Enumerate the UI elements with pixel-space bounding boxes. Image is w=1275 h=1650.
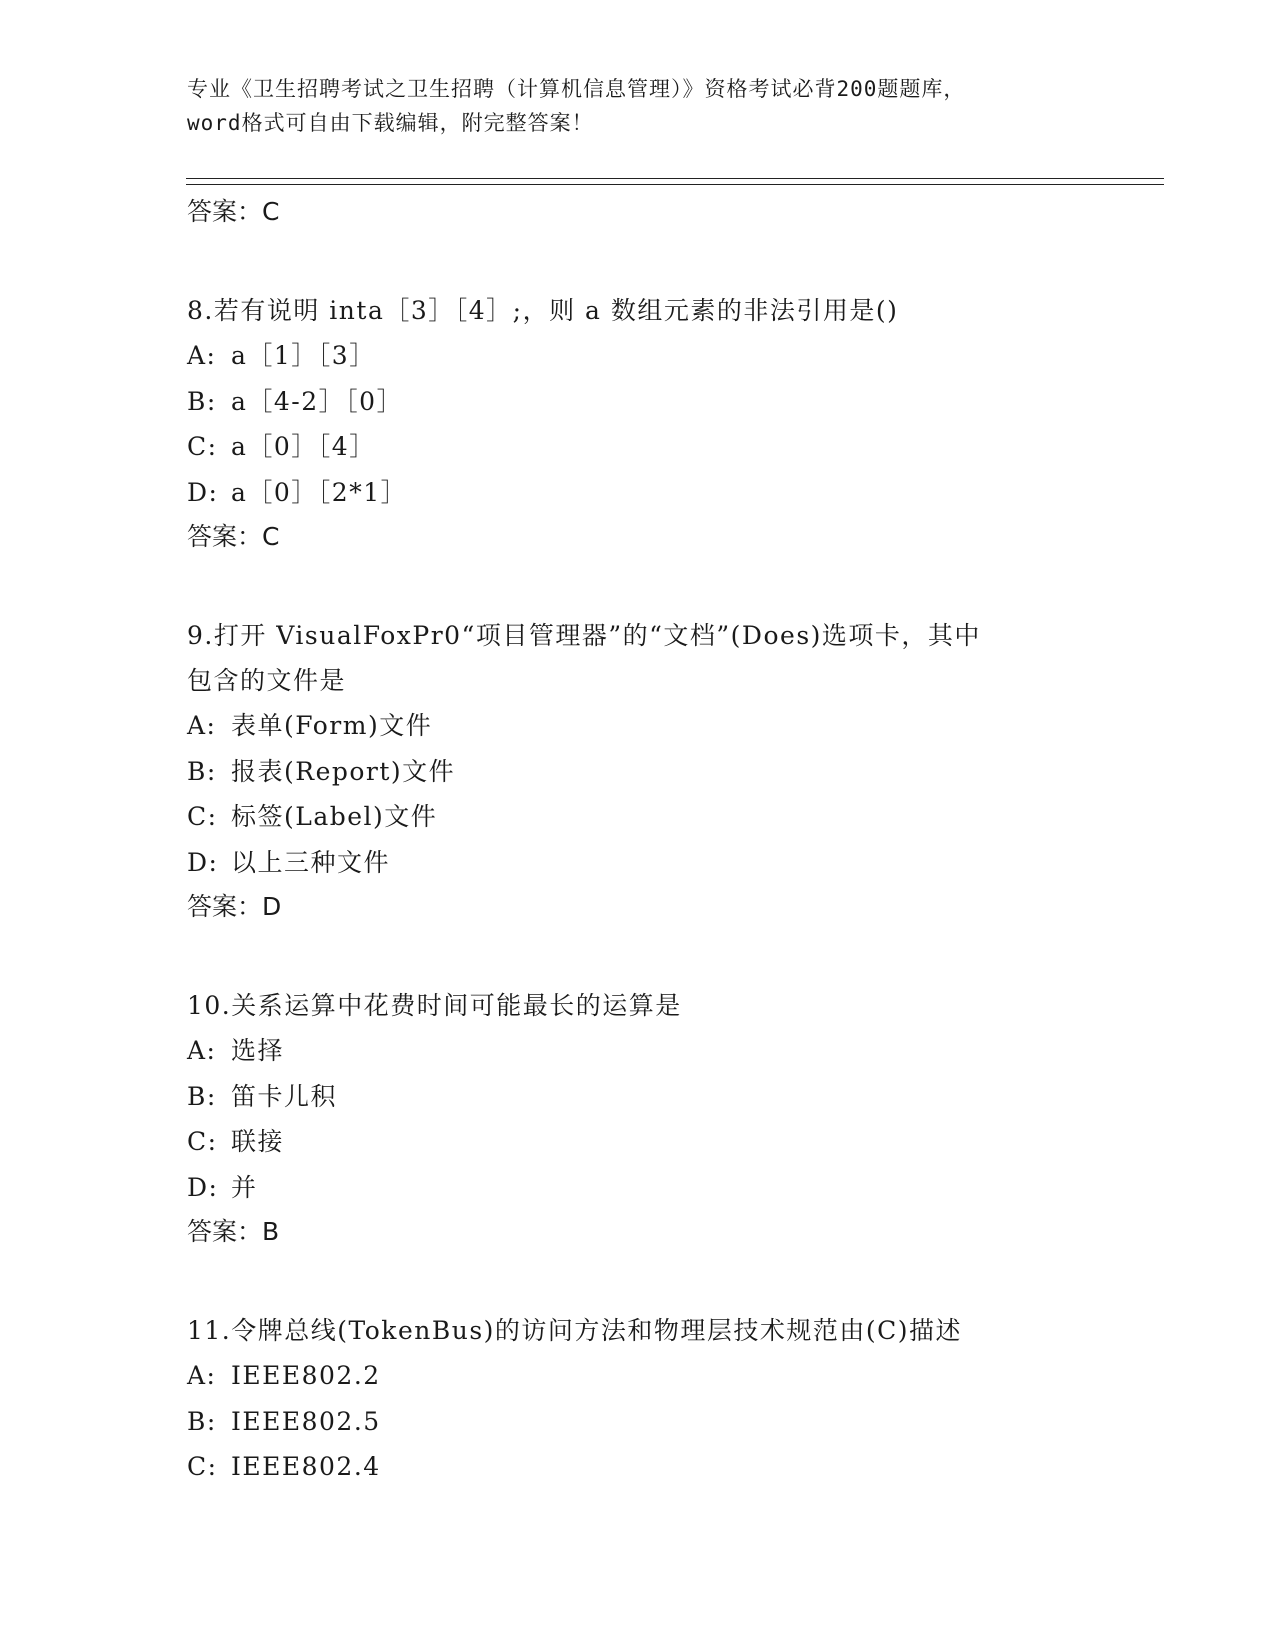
question-11 [187, 1308, 1087, 1490]
option-key: A: [187, 341, 217, 370]
option-text: 笛卡儿积 [231, 1081, 338, 1111]
question-title-continued: 包含的文件是 [187, 666, 347, 695]
option-text: 表单(Form)文件 [231, 711, 433, 740]
answer-line-q7 [187, 190, 1087, 238]
header-line-2: word格式可自由下载编辑，附完整答案！ [187, 111, 594, 135]
question-title: 10.关系运算中花费时间可能最长的运算是 [187, 991, 682, 1020]
answer-line [187, 1210, 1087, 1258]
question-title: 9.打开 VisualFoxPr0“项目管理器”的“文档”(Does)选项卡，其中 [187, 621, 981, 650]
answer-label: 答案： [187, 892, 263, 921]
answer-label: 答案： [187, 1217, 263, 1246]
option-key: B: [187, 386, 217, 416]
option-text: IEEE802.4 [231, 1452, 381, 1481]
option-b [187, 379, 1087, 425]
option-text: 报表(Report)文件 [231, 756, 456, 786]
option-text: IEEE802.5 [231, 1406, 381, 1436]
option-key: D: [187, 847, 219, 877]
option-key: B: [187, 1081, 217, 1111]
option-b [187, 1074, 1087, 1120]
option-c [187, 1119, 1087, 1165]
option-d [187, 840, 1087, 886]
option-c [187, 424, 1087, 470]
option-b [187, 749, 1087, 795]
option-c [187, 794, 1087, 840]
option-a [187, 1353, 1087, 1399]
option-key: A: [187, 1036, 217, 1065]
question-list [187, 190, 1087, 1490]
answer-value: C [262, 522, 280, 551]
option-key: A: [187, 711, 217, 740]
question-10 [187, 983, 1087, 1258]
option-text: 并 [231, 1172, 258, 1202]
option-text: IEEE802.2 [231, 1361, 381, 1390]
document-header [187, 72, 1087, 140]
option-text: 联接 [231, 1127, 285, 1156]
answer-line [187, 515, 1087, 563]
spacer [187, 1258, 1087, 1308]
question-title: 8.若有说明 inta［3］［4］;，则 a 数组元素的非法引用是() [187, 296, 899, 325]
option-text: a［4-2］［0］ [231, 386, 404, 416]
header-divider-top [186, 178, 1164, 179]
option-key: D: [187, 1172, 219, 1202]
answer-label: 答案： [187, 197, 263, 226]
option-text: 以上三种文件 [231, 847, 391, 877]
option-key: D: [187, 477, 219, 507]
option-key: C: [187, 1452, 218, 1481]
option-c [187, 1444, 1087, 1490]
option-key: B: [187, 1406, 217, 1436]
option-text: 选择 [231, 1036, 285, 1065]
question-title: 11.令牌总线(TokenBus)的访问方法和物理层技术规范由(C)描述 [187, 1316, 963, 1345]
answer-value: D [262, 892, 282, 921]
option-text: a［1］［3］ [231, 341, 376, 370]
option-text: a［0］［4］ [231, 432, 376, 461]
option-d [187, 1165, 1087, 1211]
option-key: B: [187, 756, 217, 786]
option-b [187, 1399, 1087, 1445]
answer-value: B [262, 1217, 280, 1246]
option-text: 标签(Label)文件 [231, 802, 438, 831]
option-a [187, 703, 1087, 749]
question-9 [187, 613, 1087, 933]
option-text: a［0］［2*1］ [231, 477, 408, 507]
option-key: C: [187, 802, 218, 831]
answer-value: C [262, 197, 280, 226]
answer-label: 答案： [187, 522, 263, 551]
option-a [187, 333, 1087, 379]
option-key: A: [187, 1361, 217, 1390]
answer-line [187, 885, 1087, 933]
question-8 [187, 288, 1087, 563]
option-key: C: [187, 1127, 218, 1156]
option-a [187, 1028, 1087, 1074]
header-line-1: 专业《卫生招聘考试之卫生招聘（计算机信息管理）》资格考试必背200题题库， [187, 77, 966, 101]
spacer [187, 933, 1087, 983]
spacer [187, 238, 1087, 288]
option-key: C: [187, 432, 218, 461]
spacer [187, 563, 1087, 613]
option-d [187, 470, 1087, 516]
header-divider-bottom [186, 184, 1164, 185]
